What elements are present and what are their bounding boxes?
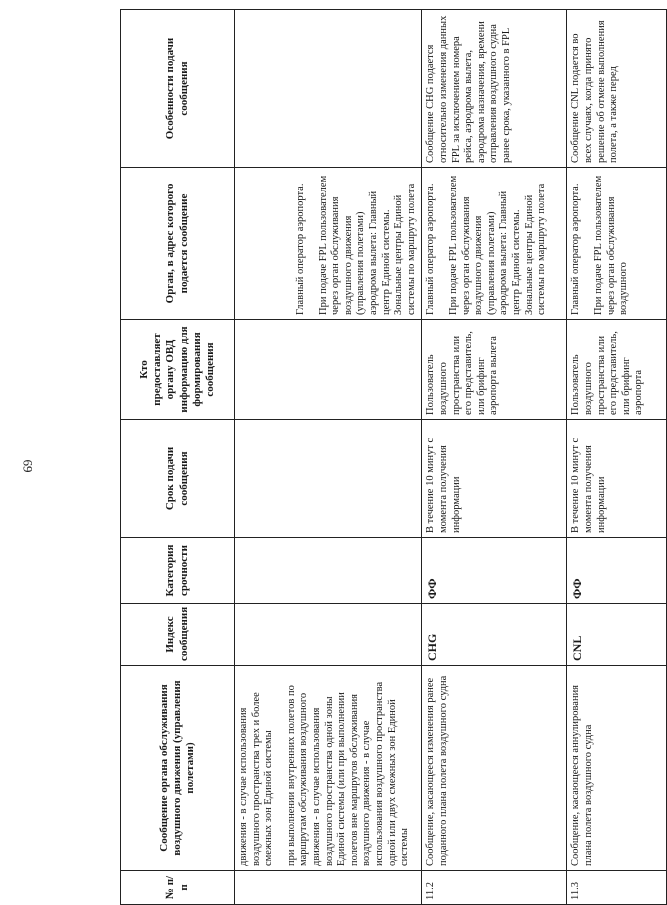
cell-message-part-a: движения - в случае использования воздушного пространства трех и более смежных зон Единой системы (238, 692, 275, 866)
cell-term: В течение 10 минут с момента получения информации (422, 420, 567, 538)
cell-recipient (235, 168, 422, 320)
cell-category: ФФ (567, 538, 667, 604)
header-provider: Кто предоставляет органу ОВД информацию для формирования сообщения (121, 320, 235, 420)
cell-message (567, 666, 667, 871)
header-category: Категория срочности (121, 538, 235, 604)
cell-recipient (422, 168, 567, 320)
header-num: № п/п (121, 871, 235, 905)
table-row (567, 10, 667, 905)
cell-recipient-part-a: Главный оператор аэропорта. (295, 183, 306, 315)
cell-message (422, 666, 567, 871)
cell-recipient-part-a: Главный оператор аэропорта. (570, 183, 582, 315)
cell-term: В течение 10 минут с момента получения информации (567, 420, 667, 538)
cell-recipient-part-b: При подаче FPL пользователем через орган обслуживания воздушного движения (управления полетами) аэродрома вылета: Главный центр Единой системы. Зональные центры Единой системы по маршруту полета (317, 175, 417, 315)
cell-provider (235, 320, 422, 420)
table-row (235, 10, 422, 905)
cell-num (235, 871, 422, 905)
cell-features (235, 10, 422, 168)
cell-category (235, 538, 422, 604)
message-table (120, 9, 667, 905)
cell-recipient-part-b: При подаче FPL пользователем через орган обслуживания воздушного движения (управления полетами) аэродрома вылета: Главный центр Единой системы. Зональные центры Единой системы по маршруту полета (447, 175, 548, 315)
cell-category: ФФ (422, 538, 567, 604)
table-header-row (121, 10, 235, 905)
cell-num: 11.2 (422, 871, 567, 905)
table-row (422, 10, 567, 905)
page-number: 69 (20, 459, 36, 473)
header-term: Срок подачи сообщения (121, 420, 235, 538)
header-index: Индекс сообщения (121, 604, 235, 666)
cell-index: CNL (567, 604, 667, 666)
cell-message-part-a: Сообщение, касающееся аннулирования плана полета воздушного судна (570, 684, 594, 866)
cell-features: Сообщение CHG подается относительно изменения данных FPL за исключением номера рейса, аэродрома вылета, аэродрома назначения, времени отправления воздушного судна ранее срока, указанного в FPL (422, 10, 567, 168)
cell-index: CHG (422, 604, 567, 666)
cell-message-part-b: при выполнении внутренних полетов по маршрутам обслуживания воздушного движения - в случае использования воздушного пространства одной зоны Единой системы (или при выполнении полетов вне маршрутов обслуживания воздушного движения - в случае использования воздушного пространства одной или двух смежных зон Единой системы (285, 681, 411, 866)
cell-recipient-part-b: При подаче FPL пользователем через орган обслуживания воздушного (592, 175, 630, 315)
cell-features: Сообщение CNL подается во всех случаях, когда принято решение об отмене выполнения полета, а также перед (567, 10, 667, 168)
cell-recipient (567, 168, 667, 320)
cell-num: 11.3 (567, 871, 667, 905)
header-recipient: Орган, в адрес которого подается сообщение (121, 168, 235, 320)
cell-message-part-a: Сообщение, касающееся изменения ранее поданного плана полета воздушного судна (425, 675, 449, 866)
rotated-table-container (120, 10, 645, 905)
cell-provider: Пользователь воздушного пространства или его представитель, или брифинг аэропорта (567, 320, 667, 420)
header-message: Сообщение органа обслуживания воздушного движения (управления полетами) (121, 666, 235, 871)
cell-recipient-part-a: Главный оператор аэропорта. (425, 183, 437, 315)
cell-provider: Пользователь воздушного пространства или его представитель, или брифинг аэропорта вылета (422, 320, 567, 420)
cell-index (235, 604, 422, 666)
cell-message (235, 666, 422, 871)
header-features: Особенности подачи сообщения (121, 10, 235, 168)
cell-term (235, 420, 422, 538)
